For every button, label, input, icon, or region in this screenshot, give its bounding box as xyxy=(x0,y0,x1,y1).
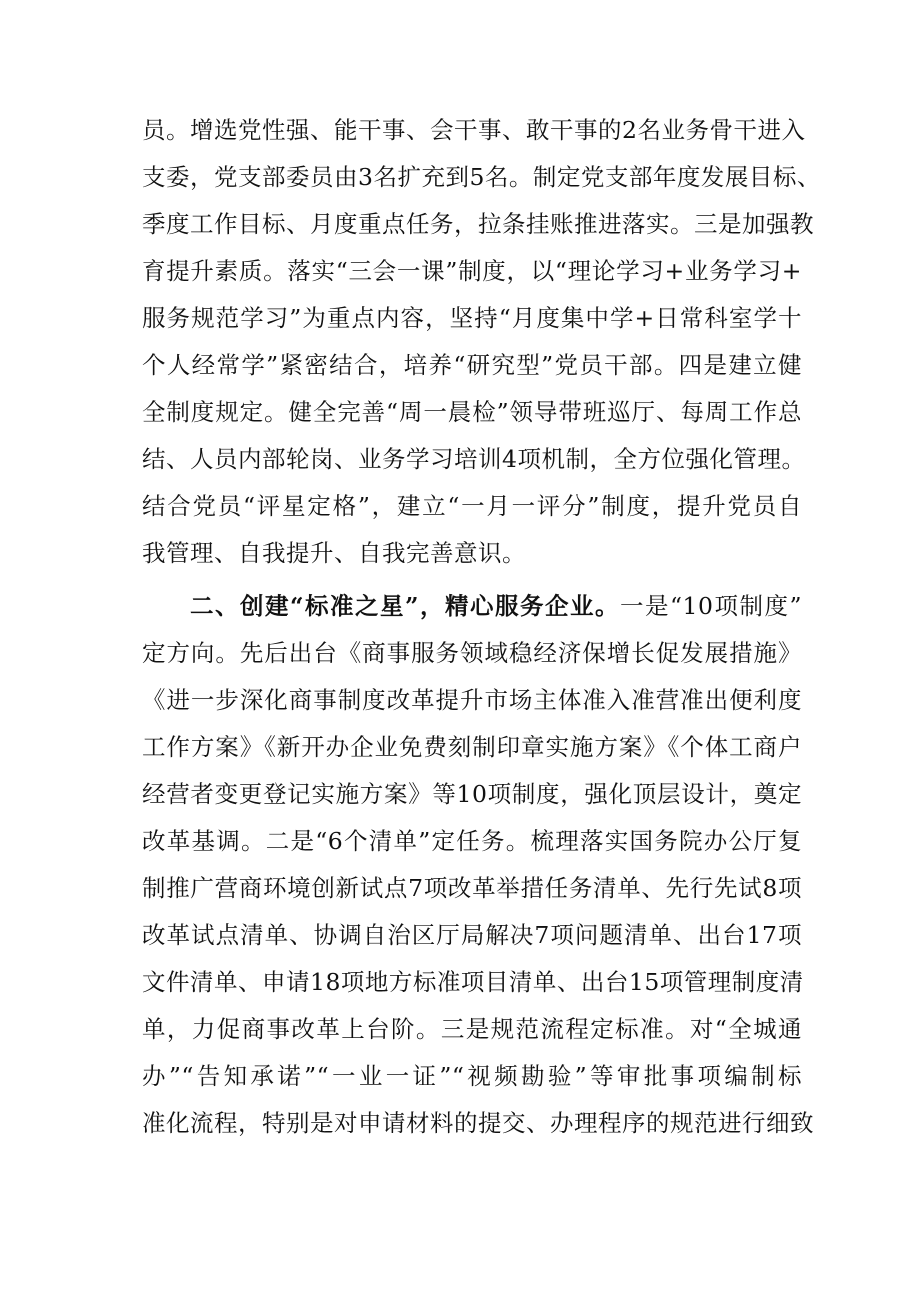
paragraph-line: 定方向。先后出台《商事服务领域稳经济保增长促发展措施》 xyxy=(142,639,802,667)
paragraph-line: 办”“告知承诺”“一业一证”“视频勘验”等审批事项编制标 xyxy=(142,1062,802,1090)
paragraph-line: 育提升素质。落实“三会一课”制度，以“理论学习+业务学习+ xyxy=(142,257,802,285)
section-first-line xyxy=(190,586,802,626)
paragraph-line: 结合党员“评星定格”，建立“一月一评分”制度，提升党员自 xyxy=(142,492,802,520)
paragraph-line: 准化流程，特别是对申请材料的提交、办理程序的规范进行细致 xyxy=(142,1109,814,1137)
paragraph-line: 员。增选党性强、能干事、会干事、敢干事的2名业务骨干进入 xyxy=(142,116,806,144)
paragraph-line: 全制度规定。健全完善“周一晨检”领导带班巡厅、每周工作总 xyxy=(142,398,802,426)
section-first-line-text: 一是“10项制度” xyxy=(620,592,802,620)
paragraph-line: 服务规范学习”为重点内容，坚持“月度集中学+日常科室学十 xyxy=(142,304,802,332)
paragraph-line: 单，力促商事改革上台阶。三是规范流程定标准。对“全城通 xyxy=(142,1015,802,1043)
paragraph-line: 改革基调。二是“6个清单”定任务。梳理落实国务院办公厅复 xyxy=(142,827,802,855)
paragraph-line: 我管理、自我提升、自我完善意识。 xyxy=(142,539,526,567)
paragraph-line: 改革试点清单、协调自治区厅局解决7项问题清单、出台17项 xyxy=(142,921,802,949)
paragraph-line: 结、人员内部轮岗、业务学习培训4项机制，全方位强化管理。 xyxy=(142,445,806,473)
paragraph-line: 制推广营商环境创新试点7项改革举措任务清单、先行先试8项 xyxy=(142,874,802,902)
paragraph-line: 个人经常学”紧密结合，培养“研究型”党员干部。四是建立健 xyxy=(142,351,802,379)
paragraph-line: 工作方案》《新开办企业免费刻制印章实施方案》《个体工商户 xyxy=(142,733,802,761)
paragraph-line: 文件清单、申请18项地方标准项目清单、出台15项管理制度清 xyxy=(142,968,804,996)
paragraph-line: 经营者变更登记实施方案》等10项制度，强化顶层设计，奠定 xyxy=(142,780,802,808)
paragraph-line: 季度工作目标、月度重点任务，拉条挂账推进落实。三是加强教 xyxy=(142,210,814,238)
paragraph-line: 支委，党支部委员由3名扩充到5名。制定党支部年度发展目标、 xyxy=(142,163,821,191)
section-heading: 二、创建“标准之星”，精心服务企业。 xyxy=(190,592,621,620)
paragraph-line: 《进一步深化商事制度改革提升市场主体准入准营准出便利度 xyxy=(142,686,802,714)
